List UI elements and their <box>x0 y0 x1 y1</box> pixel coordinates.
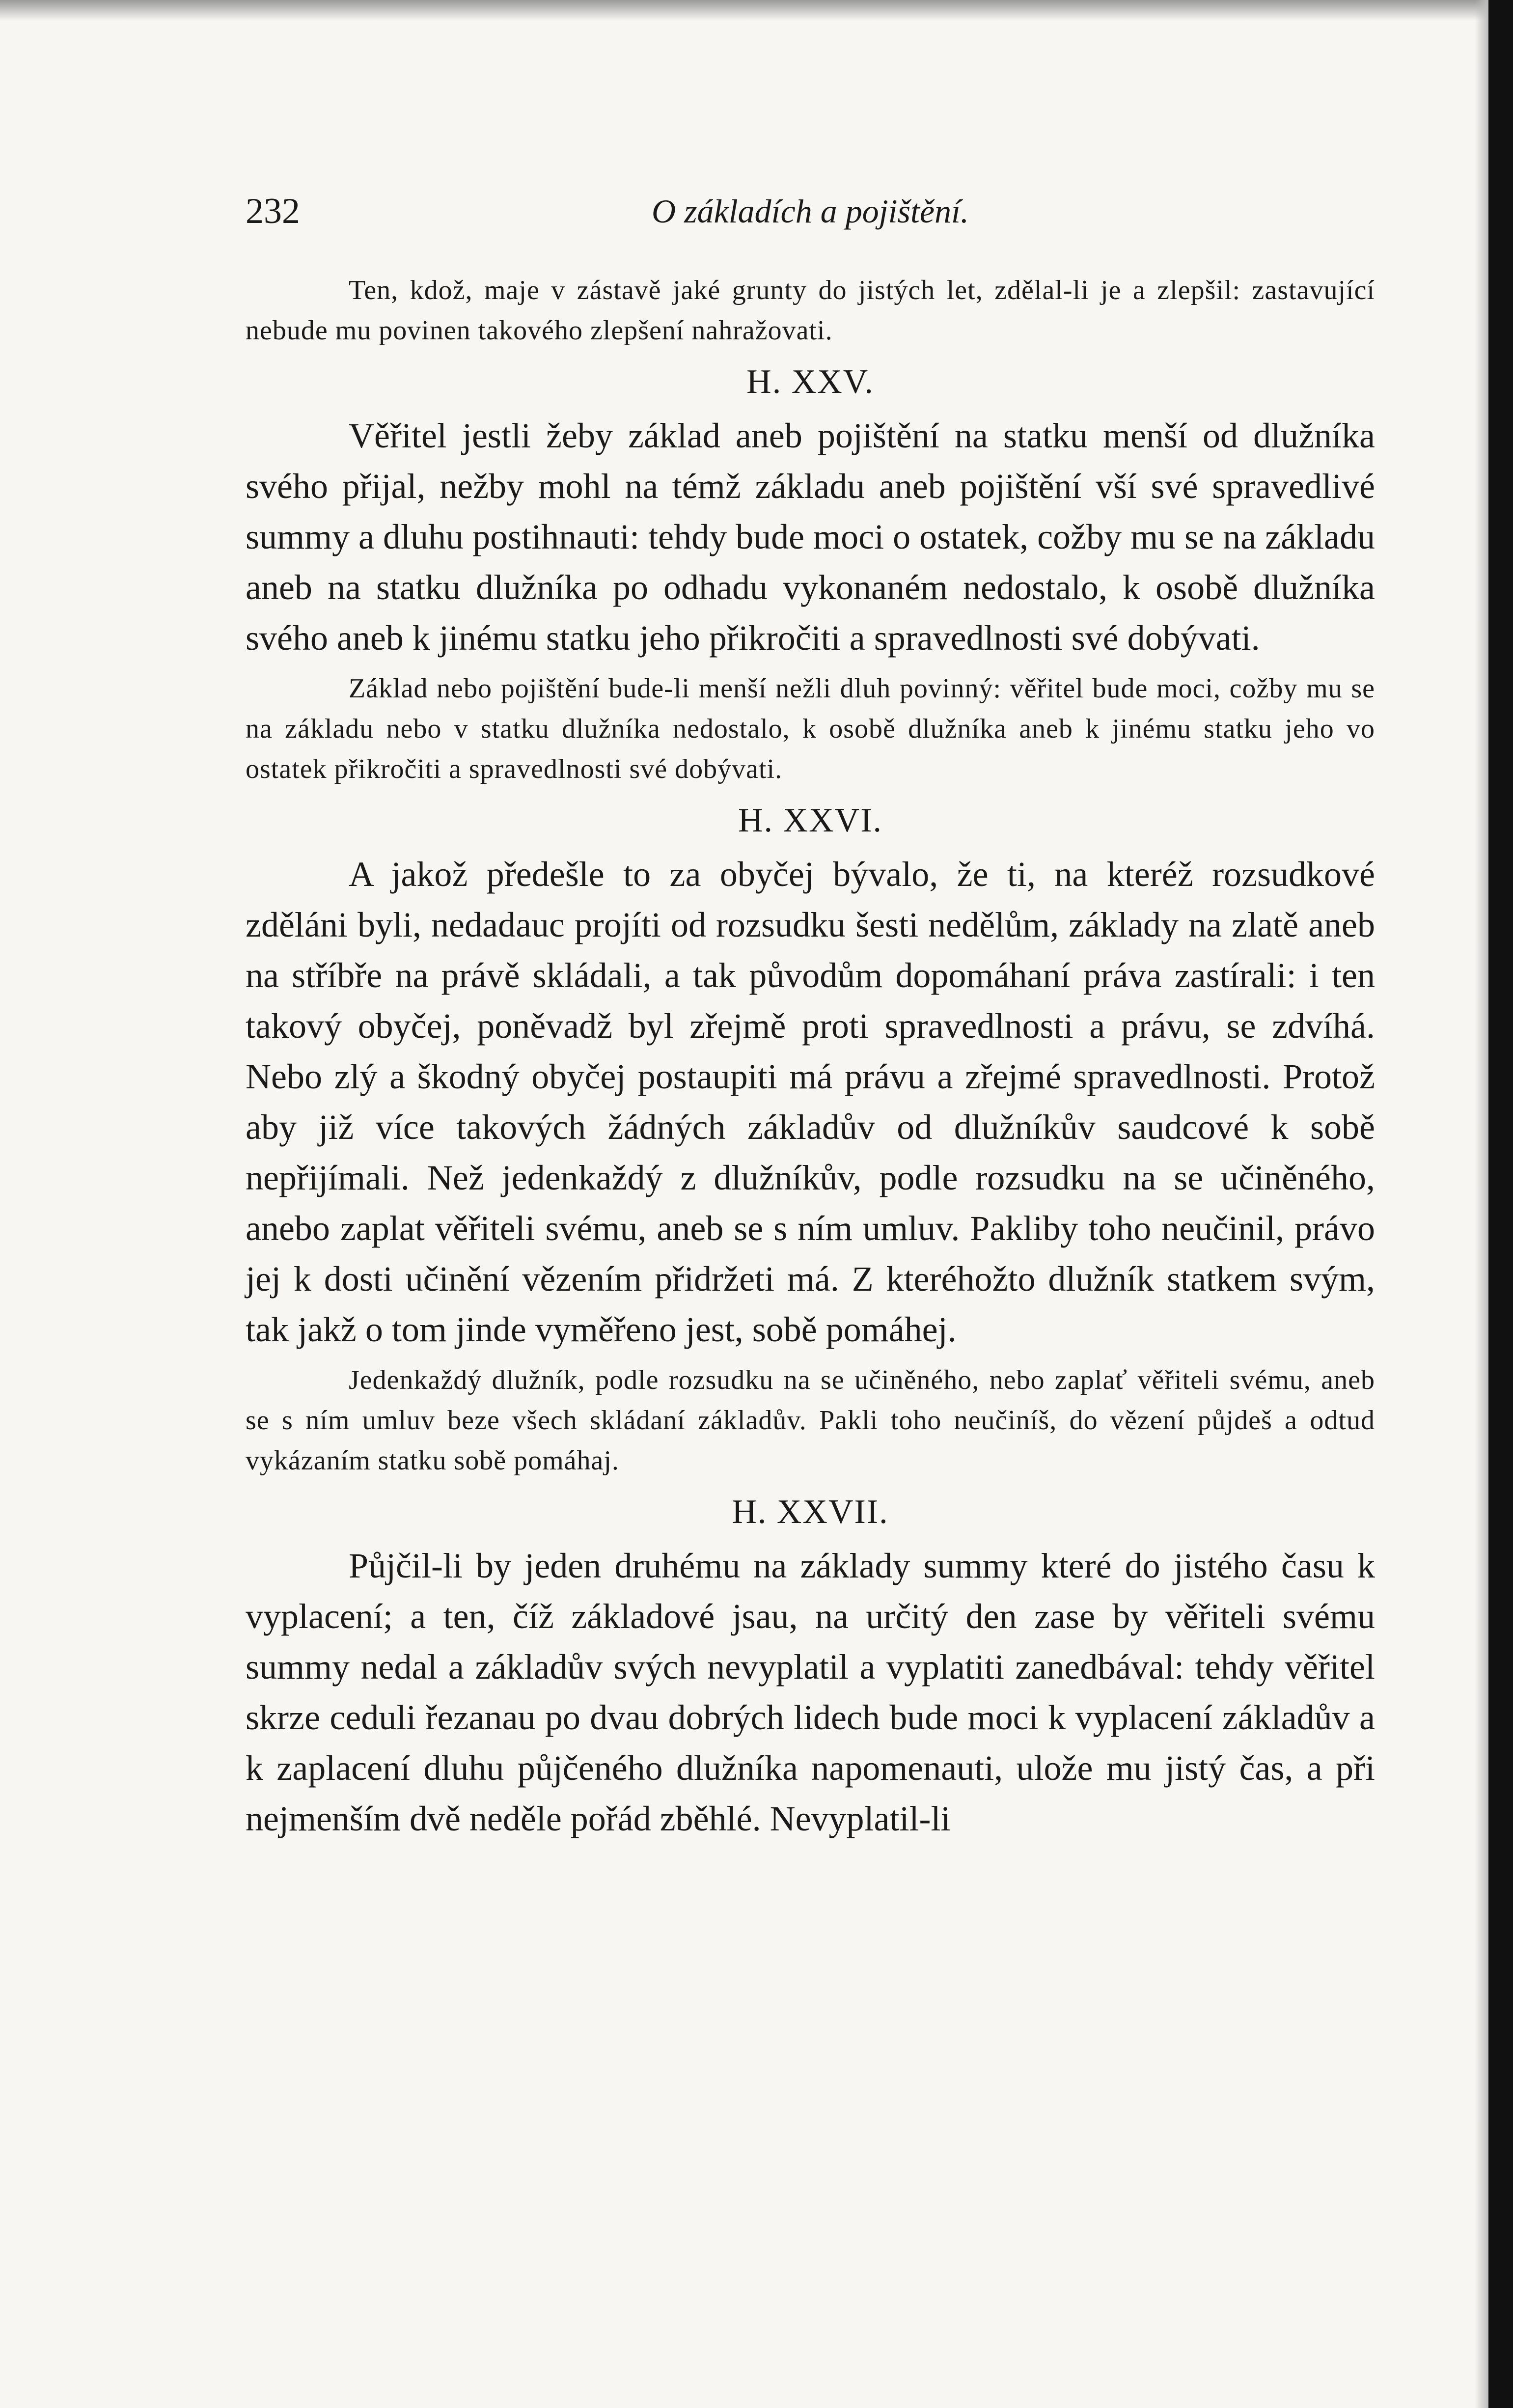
page-number: 232 <box>246 191 300 231</box>
section-heading-27: H. XXVII. <box>732 1493 889 1531</box>
note-25: Základ nebo pojištění bude-li menší nežli dluh povinný: věřitel bude moci, cožby mu se na základu nebo v statku dlužníka nedostalo, k osobě dlužníka aneb k jinému statku jeho vo ostatek přikročiti a spravedlnosti své dobývati. <box>246 673 1375 784</box>
section-heading-25: H. XXV. <box>746 363 874 401</box>
paragraph-27: Půjčil-li by jeden druhému na základy summy které do jistého času k vyplacení; a ten, číž základové jsau, na určitý den zase by věřiteli svému summy nedal a základův svých nevyplatil a vyplatiti zanedbával: tehdy věřitel skrze ceduli řezanau po dvau dobrých lidech bude moci k vyplacení základův a k zaplacení dluhu půjčeného dlužníka napomenauti, ulože mu jistý čas, a při nejmenším dvě neděle pořád zběhlé. Nevyplatil-li <box>246 1546 1375 1838</box>
paragraph-25: Věřitel jestli žeby základ aneb pojištění na statku menší od dlužníka svého přijal, nežby mohl na témž základu aneb pojištění vší své spravedlivé summy a dluhu postihnauti: tehdy bude moci o ostatek, cožby mu se na základu aneb na statku dlužníka po odhadu vykonaném nedostalo, k osobě dlužníka svého aneb k jinému statku jeho přikročiti a spravedlnosti své dobývati. <box>246 416 1375 658</box>
scan-border-right <box>1488 0 1513 2408</box>
note-intro: Ten, kdož, maje v zástavě jaké grunty do jistých let, zdělal-li je a zlepšil: zastavující nebude mu povinen takového zlepšení nahražovati. <box>246 275 1375 346</box>
section-heading-26: H. XXVI. <box>738 802 883 839</box>
paragraph-26: A jakož předešle to za obyčej bývalo, že ti, na kteréž rozsudkové zděláni byli, nedadauc projíti od rozsudku šesti nedělům, základy na zlatě aneb na stříbře na právě skládali, a tak původům dopomáhaní práva zastírali: i ten takový obyčej, poněvadž byl zřejmě proti spravedlnosti a právu, se zdvíhá. Nebo zlý a škodný obyčej postaupiti má právu a zřejmé spravedlnosti. Protož aby již více takových žádných základův od dlužníkův saudcové k sobě nepřijímali. Než jedenkaždý z dlužníkův, podle rozsudku na se učiněného, anebo zaplat věřiteli svému, aneb se s ním umluv. Pakliby toho neučinil, právo jej k dosti učinění vězením přidržeti má. Z kteréhožto dlužník statkem svým, tak jakž o tom jinde vyměřeno jest, sobě pomáhej. <box>246 855 1375 1349</box>
page-right-shadow <box>1475 0 1488 2408</box>
page-content <box>246 187 1375 1849</box>
page-top-shadow <box>0 0 1513 21</box>
note-26: Jedenkaždý dlužník, podle rozsudku na se učiněného, nebo zaplať věřiteli svému, aneb se s ním umluv beze všech skládaní základův. Pakli toho neučiníš, do vězení půjdeš a odtud vykázaním statku sobě pomáhaj. <box>246 1365 1375 1476</box>
running-title: O základích a pojištění. <box>652 193 969 230</box>
running-head <box>246 187 1375 241</box>
